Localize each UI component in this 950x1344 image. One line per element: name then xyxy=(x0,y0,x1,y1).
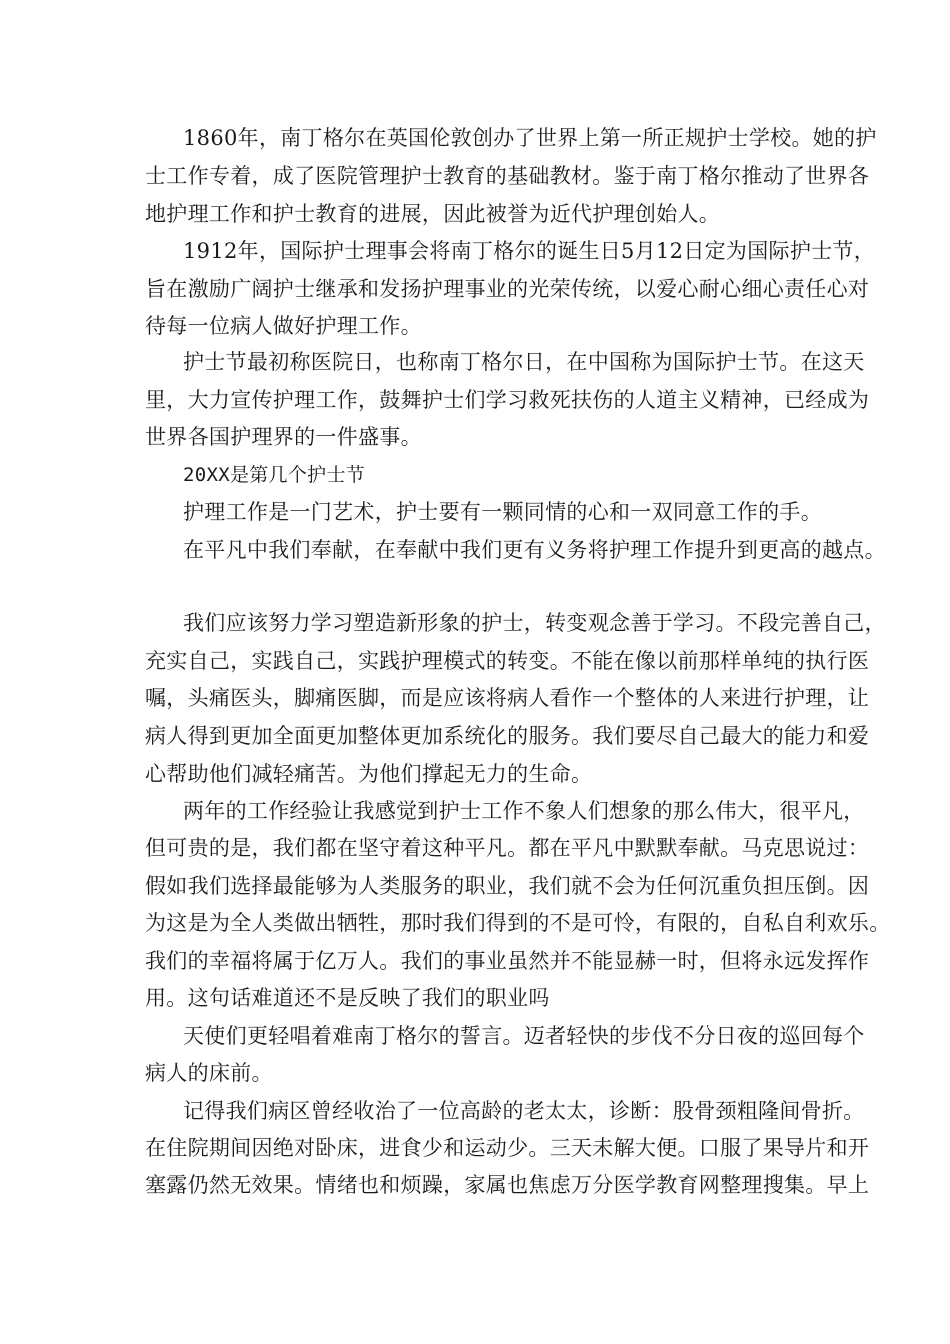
text-line: 用。这句话难道还不是反映了我们的职业吗 xyxy=(145,986,550,1010)
text-line: 充实自己，实践自己，实践护理模式的转变。不能在像以前那样单纯的执行医 xyxy=(145,649,870,673)
text-line: 我们的幸福将属于亿万人。我们的事业虽然并不能显赫一时，但将永远发挥作 xyxy=(145,949,870,973)
text-line: 在平凡中我们奉献，在奉献中我们更有义务将护理工作提升到更高的越点。 xyxy=(183,538,886,562)
text-line: 但可贵的是，我们都在坚守着这种平凡。都在平凡中默默奉献。马克思说过： xyxy=(145,836,870,860)
text-line: 1860年，南丁格尔在英国伦敦创办了世界上第一所正规护士学校。她的护 xyxy=(183,126,877,150)
text-line: 1912年，国际护士理事会将南丁格尔的诞生日5月12日定为国际护士节， xyxy=(183,239,876,263)
text-line: 20XX是第几个护士节 xyxy=(183,464,366,486)
text-line: 天使们更轻唱着难南丁格尔的誓言。迈者轻快的步伐不分日夜的巡回每个 xyxy=(183,1024,865,1048)
text-line: 两年的工作经验让我感觉到护士工作不象人们想象的那么伟大，很平凡， xyxy=(183,799,865,823)
text-line: 我们应该努力学习塑造新形象的护士，转变观念善于学习。不段完善自己， xyxy=(183,611,886,635)
text-line: 旨在激励广阔护士继承和发扬护理事业的光荣传统，以爱心耐心细心责任心对 xyxy=(145,277,870,301)
text-line: 地护理工作和护士教育的进展，因此被誉为近代护理创始人。 xyxy=(145,202,721,226)
text-line: 塞露仍然无效果。情绪也和烦躁，家属也焦虑万分医学教育网整理搜集。早上 xyxy=(145,1173,870,1197)
text-line: 护理工作是一门艺术，护士要有一颗同情的心和一双同意工作的手。 xyxy=(183,500,822,524)
text-line: 记得我们病区曾经收治了一位高龄的老太太，诊断：股骨颈粗隆间骨折。 xyxy=(183,1099,865,1123)
text-line: 心帮助他们减轻痛苦。为他们撑起无力的生命。 xyxy=(145,762,593,786)
text-line: 病人得到更加全面更加整体更加系统化的服务。我们要尽自己最大的能力和爱 xyxy=(145,724,870,748)
text-line: 在住院期间因绝对卧床，进食少和运动少。三天未解大便。口服了果导片和开 xyxy=(145,1136,870,1160)
text-line: 为这是为全人类做出牺牲，那时我们得到的不是可怜，有限的，自私自利欢乐。 xyxy=(145,911,891,935)
text-line: 病人的床前。 xyxy=(145,1061,273,1085)
text-line: 士工作专着，成了医院管理护士教育的基础教材。鉴于南丁格尔推动了世界各 xyxy=(145,164,870,188)
text-line: 待每一位病人做好护理工作。 xyxy=(145,314,422,338)
text-line: 里，大力宣传护理工作，鼓舞护士们学习救死扶伤的人道主义精神，已经成为 xyxy=(145,388,870,412)
text-line: 假如我们选择最能够为人类服务的职业，我们就不会为任何沉重负担压倒。因 xyxy=(145,874,870,898)
text-line: 世界各国护理界的一件盛事。 xyxy=(145,425,422,449)
text-line: 护士节最初称医院日，也称南丁格尔日，在中国称为国际护士节。在这天 xyxy=(183,350,865,374)
text-line: 嘱，头痛医头，脚痛医脚，而是应该将病人看作一个整体的人来进行护理，让 xyxy=(145,686,870,710)
